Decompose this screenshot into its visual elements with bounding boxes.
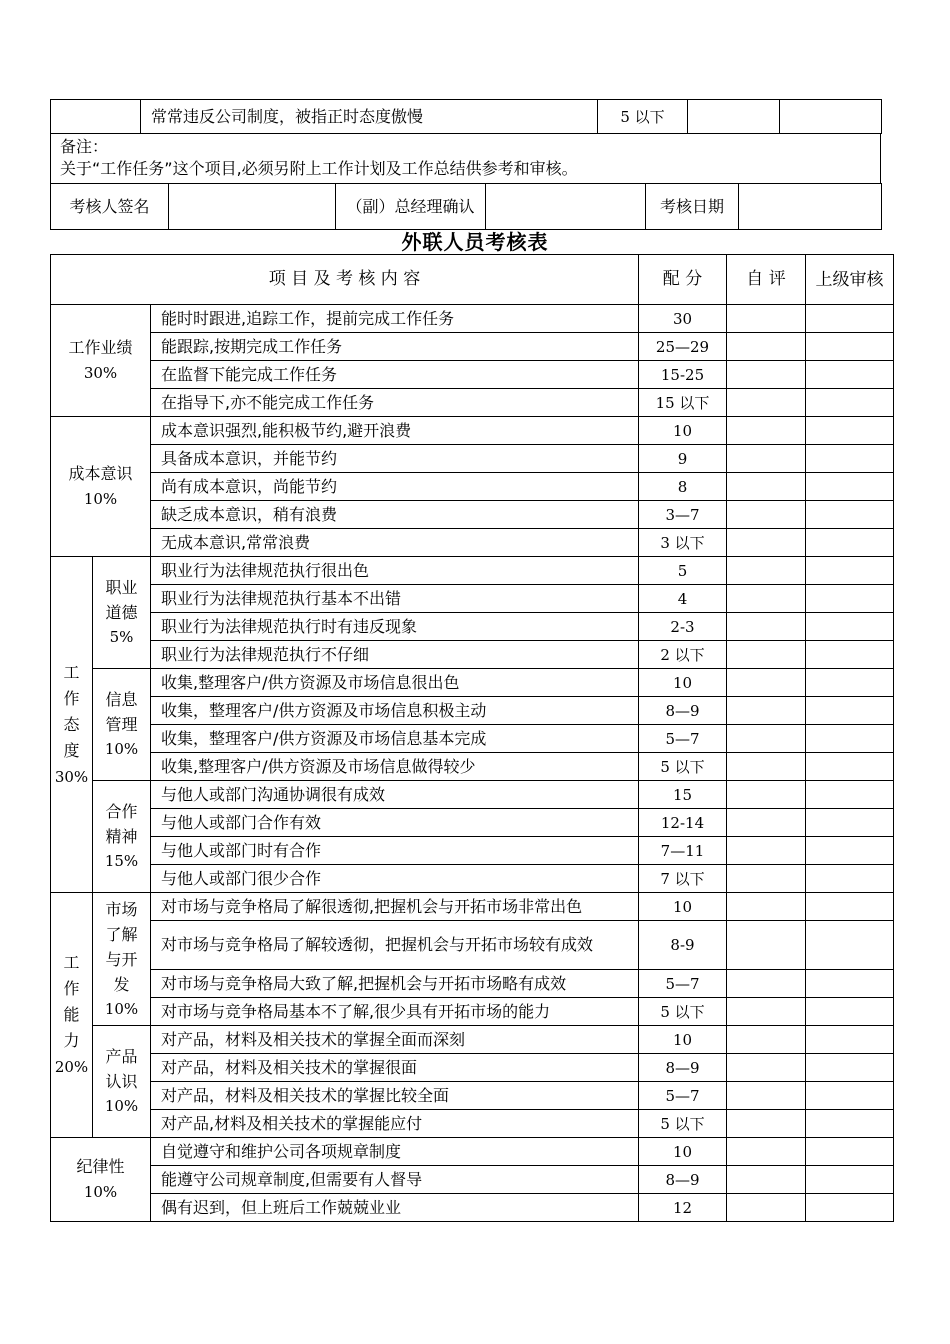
item-text: 收集，整理客户/供方资源及市场信息基本完成 [151, 725, 639, 753]
self-eval-cell[interactable] [727, 970, 806, 998]
superior-eval-cell[interactable] [806, 998, 894, 1026]
table-row [51, 809, 894, 837]
self-eval-cell[interactable] [727, 669, 806, 697]
item-text: 具备成本意识，并能节约 [151, 445, 639, 473]
item-score: 5 以下 [639, 753, 727, 781]
self-eval-cell[interactable] [727, 697, 806, 725]
category-cost-awareness [51, 417, 151, 557]
table-row [51, 921, 894, 970]
item-text: 能时时跟进,追踪工作，提前完成工作任务 [151, 305, 639, 333]
item-score: 8—9 [639, 1054, 727, 1082]
manager-confirm-field[interactable] [486, 184, 646, 230]
superior-eval-cell[interactable] [806, 333, 894, 361]
item-score: 8 [639, 473, 727, 501]
item-text: 能跟踪,按期完成工作任务 [151, 333, 639, 361]
note-text: 关于“工作任务”这个项目,必须另附上工作计划及工作总结供参考和审核。 [60, 159, 578, 178]
carryover-desc: 常常违反公司制度，被指正时态度傲慢 [141, 100, 598, 134]
table-row [51, 361, 894, 389]
item-text: 对产品,材料及相关技术的掌握能应付 [151, 1110, 639, 1138]
subcategory-info-management: 信息 管理 10% [93, 669, 151, 781]
item-text: 对产品，材料及相关技术的掌握比较全面 [151, 1082, 639, 1110]
table-row [51, 305, 894, 333]
superior-eval-cell[interactable] [806, 557, 894, 585]
item-score: 10 [639, 669, 727, 697]
superior-eval-cell[interactable] [806, 725, 894, 753]
carryover-self-cell[interactable] [688, 100, 780, 134]
note-box [50, 133, 881, 184]
header-score: 配 分 [639, 255, 727, 305]
self-eval-cell[interactable] [727, 837, 806, 865]
item-text: 对市场与竞争格局基本不了解,很少具有开拓市场的能力 [151, 998, 639, 1026]
self-eval-cell[interactable] [727, 613, 806, 641]
self-eval-cell[interactable] [727, 641, 806, 669]
self-eval-cell[interactable] [727, 1054, 806, 1082]
self-eval-cell[interactable] [727, 445, 806, 473]
item-score: 10 [639, 893, 727, 921]
category-work-performance [51, 305, 151, 417]
category-pct: 10% [104, 999, 139, 1018]
note-label: 备注： [60, 137, 109, 156]
superior-eval-cell[interactable] [806, 641, 894, 669]
item-score: 15 以下 [639, 389, 727, 417]
item-score: 30 [639, 305, 727, 333]
superior-eval-cell[interactable] [806, 1194, 894, 1222]
table-row [51, 1194, 894, 1222]
superior-eval-cell[interactable] [806, 1166, 894, 1194]
self-eval-cell[interactable] [727, 1166, 806, 1194]
category-pct: 5% [109, 628, 134, 646]
item-score: 15-25 [639, 361, 727, 389]
item-score: 15 [639, 781, 727, 809]
page-title: 外联人员考核表 [401, 230, 549, 254]
item-text: 缺乏成本意识，稍有浪费 [151, 501, 639, 529]
superior-eval-cell[interactable] [806, 417, 894, 445]
table-row [51, 998, 894, 1026]
item-text: 在指导下,亦不能完成工作任务 [151, 389, 639, 417]
category-pct: 10% [83, 490, 118, 508]
item-score: 25—29 [639, 333, 727, 361]
item-text: 对市场与竞争格局了解很透彻,把握机会与开拓市场非常出色 [151, 893, 639, 921]
category-pct: 30% [83, 364, 118, 382]
superior-eval-cell[interactable] [806, 529, 894, 557]
carryover-table [50, 99, 882, 134]
assessment-table [50, 254, 894, 1222]
self-eval-cell[interactable] [727, 725, 806, 753]
item-text: 偶有迟到，但上班后工作兢兢业业 [151, 1194, 639, 1222]
item-text: 职业行为法律规范执行时有违反现象 [151, 613, 639, 641]
superior-eval-cell[interactable] [806, 970, 894, 998]
table-row [51, 641, 894, 669]
self-eval-cell[interactable] [727, 921, 806, 970]
header-content: 项 目 及 考 核 内 容 [51, 255, 639, 305]
superior-eval-cell[interactable] [806, 305, 894, 333]
table-row [51, 445, 894, 473]
item-score: 2-3 [639, 613, 727, 641]
self-eval-cell[interactable] [727, 781, 806, 809]
category-name: 成本意识 [68, 464, 133, 483]
subcategory-ethics: 职业 道德 5% [93, 557, 151, 669]
category-work-attitude: 工 作 态 度 30% [51, 557, 93, 893]
subcategory-product: 产品 认识 10% [93, 1026, 151, 1138]
superior-eval-cell[interactable] [806, 809, 894, 837]
superior-eval-cell[interactable] [806, 753, 894, 781]
superior-eval-cell[interactable] [806, 921, 894, 970]
superior-eval-cell[interactable] [806, 501, 894, 529]
table-row [51, 970, 894, 998]
subcategory-cooperation: 合作 精神 15% [93, 781, 151, 893]
item-score: 7—11 [639, 837, 727, 865]
header-row [51, 255, 894, 305]
item-score: 2 以下 [639, 641, 727, 669]
table-row [51, 529, 894, 557]
self-eval-cell[interactable] [727, 1082, 806, 1110]
superior-eval-cell[interactable] [806, 473, 894, 501]
table-row [51, 501, 894, 529]
superior-eval-cell[interactable] [806, 781, 894, 809]
examiner-sign-label: 考核人签名 [51, 184, 169, 230]
item-score: 3 以下 [639, 529, 727, 557]
self-eval-cell[interactable] [727, 585, 806, 613]
self-eval-cell[interactable] [727, 333, 806, 361]
signature-table [50, 183, 882, 230]
table-row [51, 389, 894, 417]
item-text: 尚有成本意识，尚能节约 [151, 473, 639, 501]
category-name: 工作业绩 [68, 338, 133, 357]
table-row [51, 613, 894, 641]
self-eval-cell[interactable] [727, 1194, 806, 1222]
item-score: 5—7 [639, 970, 727, 998]
item-score: 3—7 [639, 501, 727, 529]
item-text: 职业行为法律规范执行不仔细 [151, 641, 639, 669]
superior-eval-cell[interactable] [806, 669, 894, 697]
table-row [51, 865, 894, 893]
table-row [51, 333, 894, 361]
item-score: 5 [639, 557, 727, 585]
self-eval-cell[interactable] [727, 389, 806, 417]
self-eval-cell[interactable] [727, 305, 806, 333]
table-row [51, 837, 894, 865]
carryover-superior-cell[interactable] [780, 100, 882, 134]
table-row [51, 1138, 894, 1166]
superior-eval-cell[interactable] [806, 865, 894, 893]
table-row [51, 1026, 894, 1054]
exam-date-field[interactable] [739, 184, 882, 230]
self-eval-cell[interactable] [727, 893, 806, 921]
item-score: 5 以下 [639, 998, 727, 1026]
superior-eval-cell[interactable] [806, 1082, 894, 1110]
table-row [51, 669, 894, 697]
superior-eval-cell[interactable] [806, 1110, 894, 1138]
item-text: 收集,整理客户/供方资源及市场信息做得较少 [151, 753, 639, 781]
item-score: 5—7 [639, 1082, 727, 1110]
item-score: 10 [639, 1138, 727, 1166]
item-score: 7 以下 [639, 865, 727, 893]
self-eval-cell[interactable] [727, 1026, 806, 1054]
manager-confirm-label: （副）总经理确认 [336, 184, 486, 230]
table-row [51, 697, 894, 725]
category-pct: 20% [54, 1058, 89, 1076]
table-row [51, 781, 894, 809]
carryover-score: 5 以下 [598, 100, 688, 134]
table-row [51, 557, 894, 585]
table-row [51, 753, 894, 781]
item-text: 职业行为法律规范执行很出色 [151, 557, 639, 585]
item-text: 对市场与竞争格局了解较透彻，把握机会与开拓市场较有成效 [151, 921, 639, 970]
superior-eval-cell[interactable] [806, 1054, 894, 1082]
table-row [51, 1110, 894, 1138]
item-score: 8-9 [639, 921, 727, 970]
item-text: 收集,整理客户/供方资源及市场信息很出色 [151, 669, 639, 697]
subcategory-market: 市场 了解 与开 发 10% [93, 893, 151, 1026]
self-eval-cell[interactable] [727, 529, 806, 557]
superior-eval-cell[interactable] [806, 389, 894, 417]
superior-eval-cell[interactable] [806, 1138, 894, 1166]
item-text: 对产品，材料及相关技术的掌握很面 [151, 1054, 639, 1082]
self-eval-cell[interactable] [727, 473, 806, 501]
category-pct: 10% [83, 1183, 118, 1201]
superior-eval-cell[interactable] [806, 445, 894, 473]
item-text: 职业行为法律规范执行基本不出错 [151, 585, 639, 613]
item-score: 4 [639, 585, 727, 613]
self-eval-cell[interactable] [727, 417, 806, 445]
item-score: 12 [639, 1194, 727, 1222]
table-row [51, 1166, 894, 1194]
category-work-ability: 工 作 能 力 20% [51, 893, 93, 1138]
item-text: 在监督下能完成工作任务 [151, 361, 639, 389]
superior-eval-cell[interactable] [806, 613, 894, 641]
table-row [51, 1054, 894, 1082]
item-text: 与他人或部门合作有效 [151, 809, 639, 837]
self-eval-cell[interactable] [727, 809, 806, 837]
self-eval-cell[interactable] [727, 361, 806, 389]
category-pct: 30% [54, 767, 89, 786]
header-self: 自 评 [727, 255, 806, 305]
superior-eval-cell[interactable] [806, 893, 894, 921]
self-eval-cell[interactable] [727, 557, 806, 585]
item-text: 与他人或部门很少合作 [151, 865, 639, 893]
item-text: 对市场与竞争格局大致了解,把握机会与开拓市场略有成效 [151, 970, 639, 998]
item-score: 8—9 [639, 697, 727, 725]
superior-eval-cell[interactable] [806, 837, 894, 865]
table-row [51, 1082, 894, 1110]
category-name: 纪律性 [76, 1157, 125, 1176]
item-text: 无成本意识,常常浪费 [151, 529, 639, 557]
superior-eval-cell[interactable] [806, 361, 894, 389]
item-text: 自觉遵守和维护公司各项规章制度 [151, 1138, 639, 1166]
item-score: 9 [639, 445, 727, 473]
superior-eval-cell[interactable] [806, 1026, 894, 1054]
item-text: 成本意识强烈,能积极节约,避开浪费 [151, 417, 639, 445]
item-text: 与他人或部门沟通协调很有成效 [151, 781, 639, 809]
category-pct: 10% [104, 740, 139, 758]
category-discipline [51, 1138, 151, 1222]
self-eval-cell[interactable] [727, 501, 806, 529]
table-row [51, 585, 894, 613]
item-score: 12-14 [639, 809, 727, 837]
item-score: 10 [639, 1026, 727, 1054]
self-eval-cell[interactable] [727, 1110, 806, 1138]
item-text: 与他人或部门时有合作 [151, 837, 639, 865]
header-superior: 上级审核 [806, 255, 894, 305]
item-text: 对产品，材料及相关技术的掌握全面而深刻 [151, 1026, 639, 1054]
carryover-empty-cell [51, 100, 141, 134]
superior-eval-cell[interactable] [806, 697, 894, 725]
item-text: 收集，整理客户/供方资源及市场信息积极主动 [151, 697, 639, 725]
superior-eval-cell[interactable] [806, 585, 894, 613]
item-score: 5 以下 [639, 1110, 727, 1138]
examiner-sign-field[interactable] [169, 184, 336, 230]
self-eval-cell[interactable] [727, 753, 806, 781]
table-row [51, 417, 894, 445]
self-eval-cell[interactable] [727, 998, 806, 1026]
item-score: 8—9 [639, 1166, 727, 1194]
table-row [51, 725, 894, 753]
item-score: 5—7 [639, 725, 727, 753]
table-row [51, 473, 894, 501]
category-pct: 15% [104, 852, 139, 870]
item-text: 能遵守公司规章制度,但需要有人督导 [151, 1166, 639, 1194]
item-score: 10 [639, 417, 727, 445]
self-eval-cell[interactable] [727, 1138, 806, 1166]
self-eval-cell[interactable] [727, 865, 806, 893]
table-row [51, 893, 894, 921]
category-pct: 10% [104, 1097, 139, 1115]
exam-date-label: 考核日期 [646, 184, 739, 230]
